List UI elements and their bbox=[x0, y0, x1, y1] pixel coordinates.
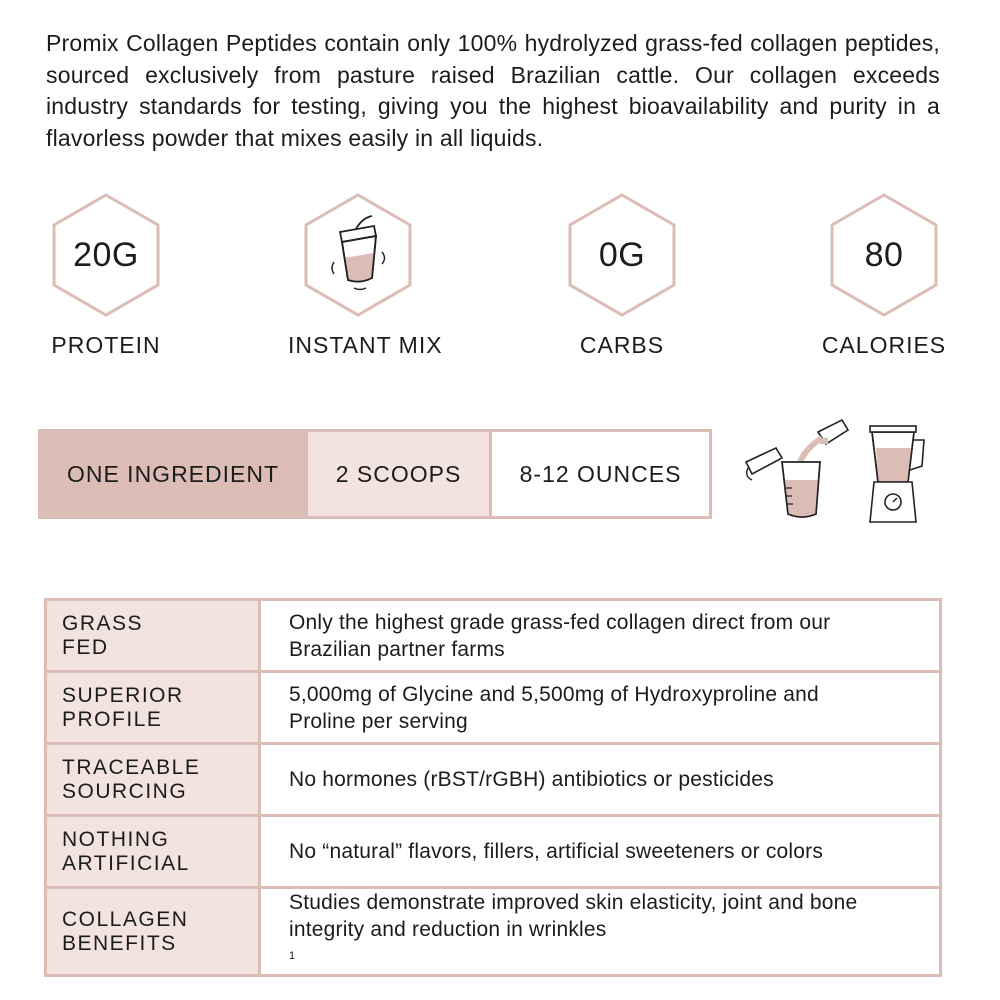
table-row bbox=[46, 672, 941, 744]
stat-instant-mix bbox=[288, 192, 443, 359]
recipe-step-scoops: 2 SCOOPS bbox=[308, 429, 492, 519]
recipe-illustrations bbox=[736, 418, 936, 526]
benefit-description: 5,000mg of Glycine and 5,500mg of Hydroxyproline and Proline per serving bbox=[260, 672, 941, 744]
table-row bbox=[46, 816, 941, 888]
table-row bbox=[46, 600, 941, 672]
intro-paragraph: Promix Collagen Peptides contain only 100% hydrolyzed grass-fed collagen peptides, sourced exclusively from pasture raised Brazilian cattle. Our collagen exceeds industry standards for testing, giving you the highest bioavailability and purity in a flavorless powder that mixes easily in all liquids. bbox=[46, 30, 940, 151]
table-row bbox=[46, 744, 941, 816]
benefit-title: SUPERIOR PROFILE bbox=[46, 672, 260, 744]
benefits-table bbox=[44, 598, 942, 977]
recipe-steps bbox=[38, 429, 712, 519]
blender-icon bbox=[870, 426, 924, 522]
stat-label: CARBS bbox=[579, 332, 665, 358]
recipe-step-ounces: 8-12 OUNCES bbox=[492, 429, 712, 519]
stat-protein bbox=[36, 192, 176, 359]
benefit-description: Only the highest grade grass-fed collagen direct from our Brazilian partner farms bbox=[260, 600, 941, 672]
hexagon-badge bbox=[50, 192, 162, 318]
benefit-description: Studies demonstrate improved skin elasticity, joint and bone integrity and reduction in wrinkles $^1$ bbox=[260, 888, 941, 976]
stat-value: 20G bbox=[73, 235, 139, 274]
stat-label: CALORIES bbox=[821, 332, 947, 358]
benefit-title: COLLAGEN BENEFITS bbox=[46, 888, 260, 976]
benefit-title: GRASS FED bbox=[46, 600, 260, 672]
footnote-marker: 1 bbox=[289, 950, 296, 962]
nutrition-stats bbox=[0, 192, 1000, 362]
benefit-description: No “natural” flavors, fillers, artificial sweeteners or colors bbox=[260, 816, 941, 888]
table-row bbox=[46, 888, 941, 976]
hexagon-badge bbox=[302, 192, 414, 318]
benefit-description: No hormones (rBST/rGBH) antibiotics or pesticides bbox=[260, 744, 941, 816]
hexagon-badge bbox=[828, 192, 940, 318]
stat-label: INSTANT MIX bbox=[288, 332, 443, 358]
stat-value: 0G bbox=[598, 235, 646, 274]
stat-value: 80 bbox=[864, 235, 904, 274]
benefit-title: TRACEABLE SOURCING bbox=[46, 744, 260, 816]
benefit-title: NOTHING ARTIFICIAL bbox=[46, 816, 260, 888]
stat-calories bbox=[814, 192, 954, 359]
stat-label: PROTEIN bbox=[51, 332, 161, 358]
hexagon-badge bbox=[566, 192, 678, 318]
scoop-pouring-into-shaker-icon bbox=[746, 420, 848, 517]
shaker-bottle-icon bbox=[302, 192, 414, 318]
recipe-step-ingredient: ONE INGREDIENT bbox=[38, 429, 308, 519]
stat-carbs bbox=[552, 192, 692, 359]
